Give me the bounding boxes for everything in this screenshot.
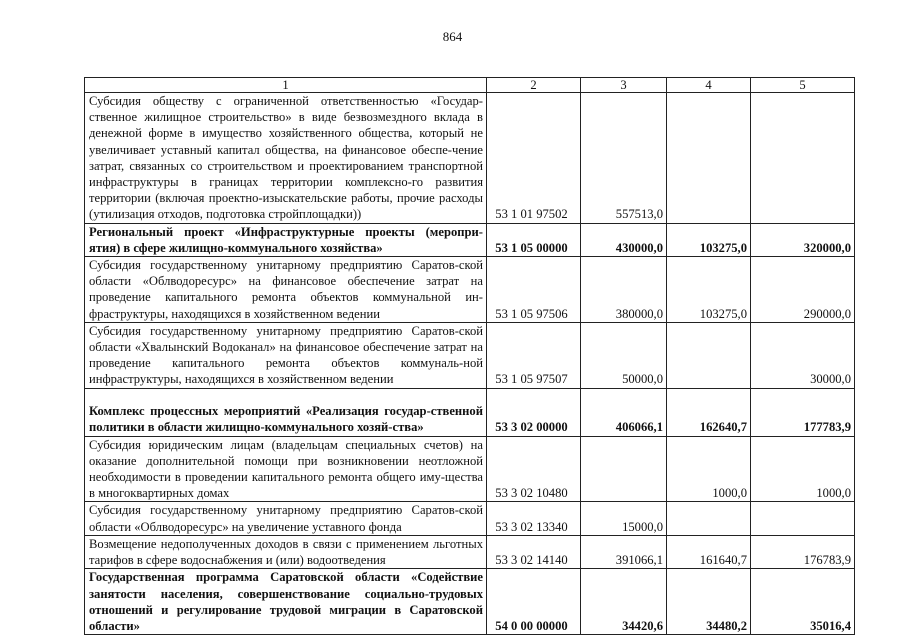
row-description: Субсидия государственному унитарному предприятию Саратов-ской области «Облводоресурс» на финансовое обеспечение затрат на проведение капитального ремонта объектов коммунальной ин-фраструктуры, находящихся в хозяйственном ведении <box>85 257 487 323</box>
row-value-col4: 103275,0 <box>667 257 751 323</box>
row-value-col3: 380000,0 <box>581 257 667 323</box>
row-value-col4: 1000,0 <box>667 436 751 502</box>
row-value-col4: 34480,2 <box>667 569 751 635</box>
table-row <box>85 502 855 535</box>
row-description: Комплекс процессных мероприятий «Реализация государ-ственной политики в области жилищно-коммунального хозяй-ства» <box>85 388 487 436</box>
row-description: Субсидия обществу с ограниченной ответственностью «Государ-ственное жилищное строительство» в виде безвозмездного вклада в денежной форме в имущество хозяйственного общества, который не увеличивает уставный капитал общества, на финансовое обеспе-чение затрат, связанных со строительством и проектированием транспортной инфраструктуры в границах территории комплексно-го развития территории (включая проектно-изыскательские работы, прочие расходы (утилизация отходов, подготовка стройплощадки)) <box>85 93 487 224</box>
header-cell: 2 <box>487 78 581 93</box>
row-value-col5: 290000,0 <box>751 257 855 323</box>
row-description: Государственная программа Саратовской области «Содействие занятости населения, совершенствование социально-трудовых отношений и регулирование трудовой миграции в Саратовской области» <box>85 569 487 635</box>
row-code: 53 3 02 10480 <box>487 436 581 502</box>
row-value-col5 <box>751 93 855 224</box>
row-description: Субсидия юридическим лицам (владельцам специальных счетов) на оказание дополнительной помощи при возникновении неотложной необходимости в проведении капитального ремонта общего иму-щества в многоквартирных домах <box>85 436 487 502</box>
row-code: 53 3 02 14140 <box>487 535 581 568</box>
row-value-col5: 176783,9 <box>751 535 855 568</box>
row-code: 54 0 00 00000 <box>487 569 581 635</box>
table-row <box>85 257 855 323</box>
row-code: 53 3 02 00000 <box>487 388 581 436</box>
row-value-col5 <box>751 502 855 535</box>
header-cell: 4 <box>667 78 751 93</box>
row-description: Субсидия государственному унитарному предприятию Саратов-ской области «Хвалынский Водоканал» на финансовое обеспечение затрат на проведение капитального ремонта объектов коммуналь-ной инфраструктуры, находящихся в хозяйственном ведении <box>85 322 487 388</box>
table-row <box>85 223 855 256</box>
row-value-col5: 30000,0 <box>751 322 855 388</box>
row-value-col3: 15000,0 <box>581 502 667 535</box>
header-cell: 1 <box>85 78 487 93</box>
row-value-col3: 557513,0 <box>581 93 667 224</box>
row-description: Региональный проект «Инфраструктурные проекты (меропри-ятия) в сфере жилищно-коммунального хозяйства» <box>85 223 487 256</box>
row-code: 53 1 05 97507 <box>487 322 581 388</box>
row-code: 53 1 05 00000 <box>487 223 581 256</box>
row-value-col3: 430000,0 <box>581 223 667 256</box>
row-value-col5: 1000,0 <box>751 436 855 502</box>
row-value-col3 <box>581 436 667 502</box>
row-value-col5: 177783,9 <box>751 388 855 436</box>
table-row <box>85 388 855 436</box>
table-row <box>85 93 855 224</box>
header-cell: 3 <box>581 78 667 93</box>
table-row <box>85 436 855 502</box>
row-value-col4 <box>667 322 751 388</box>
header-cell: 5 <box>751 78 855 93</box>
row-value-col3: 391066,1 <box>581 535 667 568</box>
row-value-col4 <box>667 502 751 535</box>
table-row <box>85 322 855 388</box>
table-row <box>85 535 855 568</box>
row-value-col4: 161640,7 <box>667 535 751 568</box>
row-code: 53 1 05 97506 <box>487 257 581 323</box>
table-header-row <box>85 78 855 93</box>
row-value-col5: 35016,4 <box>751 569 855 635</box>
row-value-col4 <box>667 93 751 224</box>
row-value-col3: 406066,1 <box>581 388 667 436</box>
row-value-col3: 34420,6 <box>581 569 667 635</box>
row-description: Субсидия государственному унитарному предприятию Саратов-ской области «Облводоресурс» на увеличение уставного фонда <box>85 502 487 535</box>
row-value-col5: 320000,0 <box>751 223 855 256</box>
budget-table <box>84 77 855 635</box>
row-value-col4: 103275,0 <box>667 223 751 256</box>
row-value-col3: 50000,0 <box>581 322 667 388</box>
row-value-col4: 162640,7 <box>667 388 751 436</box>
page-number: 864 <box>442 29 463 44</box>
row-code: 53 3 02 13340 <box>487 502 581 535</box>
row-description: Возмещение недополученных доходов в связи с применением льготных тарифов в сфере водоснабжения и (или) водоотведения <box>85 535 487 568</box>
table-row <box>85 569 855 635</box>
row-code: 53 1 01 97502 <box>487 93 581 224</box>
